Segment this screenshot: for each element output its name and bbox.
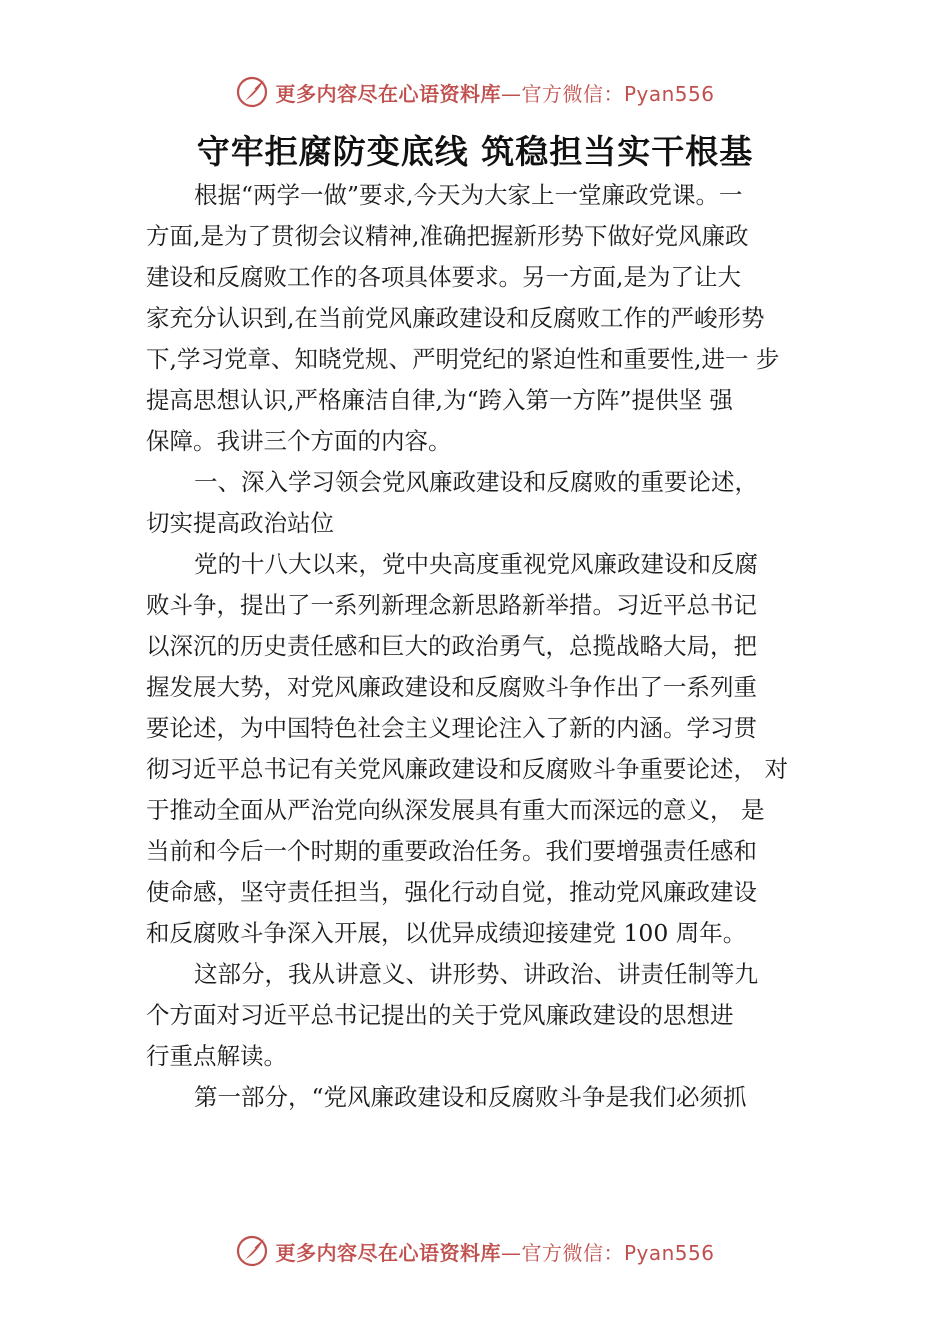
paragraph-line: 这部分，我从讲意义、讲形势、讲政治、讲责任制等九 — [194, 960, 758, 988]
paragraph-line: 个方面对习近平总书记提出的关于党风廉政建设的思想进 — [146, 1001, 734, 1029]
watermark-text: 更多内容尽在心语资料库 — [275, 81, 501, 106]
paragraph-line: 于推动全面从严治党向纵深发展具有重大而深远的意义， 是 — [146, 796, 765, 824]
paragraph-line: 一、深入学习领会党风廉政建设和反腐败的重要论述， — [194, 468, 758, 496]
feather-pen-logo-icon — [235, 1234, 269, 1268]
watermark-contact: —官方微信：Pyan556 — [500, 81, 715, 106]
watermark-header — [0, 72, 950, 112]
paragraph-line: 方面,是为了贯彻会议精神,准确把握新形势下做好党风廉政 — [146, 222, 749, 250]
watermark-text: 更多内容尽在心语资料库 — [275, 1240, 501, 1265]
paragraph-line: 败斗争，提出了一系列新理念新思路新举措。习近平总书记 — [146, 591, 757, 619]
document-body — [146, 175, 826, 1118]
paragraph-line: 彻习近平总书记有关党风廉政建设和反腐败斗争重要论述， 对 — [146, 755, 788, 783]
watermark-contact: —官方微信：Pyan556 — [500, 1240, 715, 1265]
paragraph-line: 家充分认识到,在当前党风廉政建设和反腐败工作的严峻形势 — [146, 304, 765, 332]
paragraph-line: 党的十八大以来，党中央高度重视党风廉政建设和反腐 — [194, 550, 758, 578]
paragraph-line: 根据“两学一做”要求,今天为大家上一堂廉政党课。一 — [194, 181, 743, 209]
paragraph-line: 当前和今后一个时期的重要政治任务。我们要增强责任感和 — [146, 837, 757, 865]
paragraph-line: 切实提高政治站位 — [146, 509, 334, 537]
watermark-footer — [0, 1231, 950, 1271]
paragraph-line: 握发展大势，对党风廉政建设和反腐败斗争作出了一系列重 — [146, 673, 757, 701]
paragraph-line: 建设和反腐败工作的各项具体要求。另一方面,是为了让大 — [146, 263, 741, 291]
paragraph-line: 提高思想认识,严格廉洁自律,为“跨入第一方阵”提供坚 强 — [146, 386, 733, 414]
paragraph-line: 以深沉的历史责任感和巨大的政治勇气，总揽战略大局，把 — [146, 632, 757, 660]
paragraph-line: 保障。我讲三个方面的内容。 — [146, 427, 452, 455]
paragraph-line: 下,学习党章、知晓党规、严明党纪的紧迫性和重要性,进一 步 — [146, 345, 780, 373]
paragraph-line: 和反腐败斗争深入开展，以优异成绩迎接建党 100 周年。 — [146, 919, 747, 947]
paragraph-line: 要论述，为中国特色社会主义理论注入了新的内涵。学习贯 — [146, 714, 757, 742]
paragraph-line: 使命感，坚守责任担当，强化行动自觉，推动党风廉政建设 — [146, 878, 757, 906]
feather-pen-logo-icon — [235, 75, 269, 109]
paragraph-line: 第一部分，“党风廉政建设和反腐败斗争是我们必须抓 — [194, 1083, 747, 1111]
paragraph-line: 行重点解读。 — [146, 1042, 287, 1070]
document-title: 守牢拒腐防变底线 筑稳担当实干根基 — [196, 132, 754, 171]
